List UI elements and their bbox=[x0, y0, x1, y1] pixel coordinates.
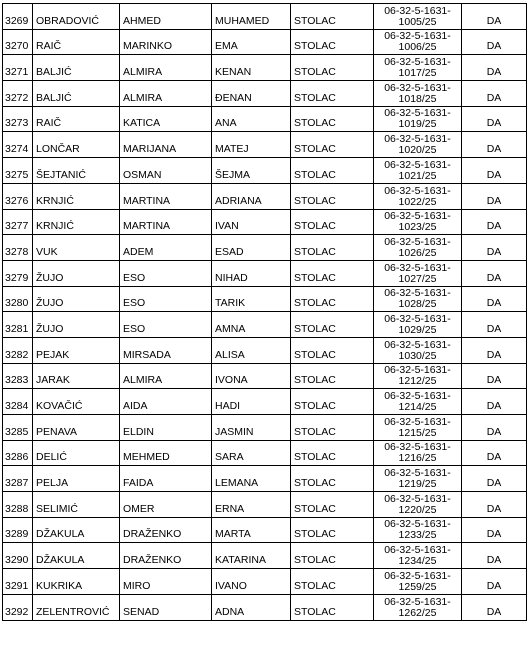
municipality-cell: STOLAC bbox=[291, 81, 374, 107]
parent-name-cell: ESO bbox=[120, 312, 212, 338]
table-row bbox=[3, 389, 527, 415]
municipality-cell: STOLAC bbox=[291, 389, 374, 415]
status-cell: DA bbox=[462, 312, 527, 338]
row-number-cell: 3271 bbox=[3, 55, 33, 81]
reference-number-line-1: 06-32-5-1631- bbox=[384, 261, 451, 274]
status-cell: DA bbox=[462, 55, 527, 81]
municipality-cell: STOLAC bbox=[291, 183, 374, 209]
first-name-cell: NIHAD bbox=[212, 260, 291, 286]
status-cell: DA bbox=[462, 106, 527, 132]
reference-number-line-1: 06-32-5-1631- bbox=[384, 81, 451, 94]
parent-name-cell: MARINKO bbox=[120, 29, 212, 55]
row-number-cell: 3286 bbox=[3, 440, 33, 466]
status-cell: DA bbox=[462, 466, 527, 492]
reference-number-line-2: 1220/25 bbox=[398, 503, 437, 516]
municipality-cell: STOLAC bbox=[291, 337, 374, 363]
municipality-cell: STOLAC bbox=[291, 569, 374, 595]
surname-cell: RAIČ bbox=[33, 29, 120, 55]
reference-number-cell bbox=[374, 81, 462, 107]
table-row bbox=[3, 440, 527, 466]
row-number-cell: 3272 bbox=[3, 81, 33, 107]
table-row bbox=[3, 415, 527, 441]
row-number-cell: 3282 bbox=[3, 337, 33, 363]
municipality-cell: STOLAC bbox=[291, 132, 374, 158]
first-name-cell: IVONA bbox=[212, 363, 291, 389]
reference-number-line-2: 1234/25 bbox=[398, 555, 437, 568]
status-cell: DA bbox=[462, 517, 527, 543]
reference-number-line-2: 1022/25 bbox=[398, 195, 437, 208]
reference-number-line-1: 06-32-5-1631- bbox=[384, 518, 451, 531]
first-name-cell: LEMANA bbox=[212, 466, 291, 492]
first-name-cell: MARTA bbox=[212, 517, 291, 543]
status-cell: DA bbox=[462, 81, 527, 107]
surname-cell: RAIČ bbox=[33, 106, 120, 132]
reference-number-cell bbox=[374, 517, 462, 543]
table-row bbox=[3, 183, 527, 209]
reference-number-line-2: 1216/25 bbox=[398, 452, 437, 465]
parent-name-cell: MARIJANA bbox=[120, 132, 212, 158]
first-name-cell: ANA bbox=[212, 106, 291, 132]
status-cell: DA bbox=[462, 594, 527, 620]
first-name-cell: MUHAMED bbox=[212, 4, 291, 30]
reference-number-line-2: 1023/25 bbox=[398, 221, 437, 234]
status-cell: DA bbox=[462, 440, 527, 466]
reference-number-line-1: 06-32-5-1631- bbox=[384, 30, 451, 43]
reference-number-line-1: 06-32-5-1631- bbox=[384, 133, 451, 146]
reference-number-cell bbox=[374, 132, 462, 158]
row-number-cell: 3279 bbox=[3, 260, 33, 286]
parent-name-cell: ALMIRA bbox=[120, 55, 212, 81]
surname-cell: DELIĆ bbox=[33, 440, 120, 466]
reference-number-line-1: 06-32-5-1631- bbox=[384, 4, 451, 17]
first-name-cell: HADI bbox=[212, 389, 291, 415]
row-number-cell: 3269 bbox=[3, 4, 33, 30]
first-name-cell: ŠEJMA bbox=[212, 158, 291, 184]
municipality-cell: STOLAC bbox=[291, 312, 374, 338]
reference-number-cell bbox=[374, 389, 462, 415]
reference-number-line-1: 06-32-5-1631- bbox=[384, 287, 451, 300]
reference-number-cell bbox=[374, 312, 462, 338]
reference-number-line-2: 1212/25 bbox=[398, 375, 437, 388]
first-name-cell: IVAN bbox=[212, 209, 291, 235]
reference-number-cell bbox=[374, 286, 462, 312]
table-row bbox=[3, 81, 527, 107]
municipality-cell: STOLAC bbox=[291, 55, 374, 81]
reference-number-line-2: 1006/25 bbox=[398, 41, 437, 54]
reference-number-line-1: 06-32-5-1631- bbox=[384, 210, 451, 223]
reference-number-cell bbox=[374, 569, 462, 595]
reference-number-line-1: 06-32-5-1631- bbox=[384, 184, 451, 197]
reference-number-line-2: 1019/25 bbox=[398, 118, 437, 131]
surname-cell: DŽAKULA bbox=[33, 543, 120, 569]
reference-number-line-2: 1219/25 bbox=[398, 478, 437, 491]
municipality-cell: STOLAC bbox=[291, 363, 374, 389]
surname-cell: KRNJIĆ bbox=[33, 209, 120, 235]
first-name-cell: TARIK bbox=[212, 286, 291, 312]
table-row bbox=[3, 569, 527, 595]
table-row bbox=[3, 363, 527, 389]
first-name-cell: MATEJ bbox=[212, 132, 291, 158]
reference-number-cell bbox=[374, 4, 462, 30]
surname-cell: SELIMIĆ bbox=[33, 492, 120, 518]
parent-name-cell: FAIDA bbox=[120, 466, 212, 492]
row-number-cell: 3270 bbox=[3, 29, 33, 55]
status-cell: DA bbox=[462, 183, 527, 209]
reference-number-line-2: 1233/25 bbox=[398, 529, 437, 542]
parent-name-cell: ESO bbox=[120, 260, 212, 286]
table-row bbox=[3, 55, 527, 81]
parent-name-cell: MARTINA bbox=[120, 209, 212, 235]
municipality-cell: STOLAC bbox=[291, 29, 374, 55]
status-cell: DA bbox=[462, 286, 527, 312]
parent-name-cell: MEHMED bbox=[120, 440, 212, 466]
row-number-cell: 3274 bbox=[3, 132, 33, 158]
surname-cell: PEJAK bbox=[33, 337, 120, 363]
surname-cell: KUKRIKA bbox=[33, 569, 120, 595]
first-name-cell: JASMIN bbox=[212, 415, 291, 441]
table-row bbox=[3, 106, 527, 132]
reference-number-cell bbox=[374, 594, 462, 620]
table-row bbox=[3, 132, 527, 158]
municipality-cell: STOLAC bbox=[291, 594, 374, 620]
first-name-cell: ADNA bbox=[212, 594, 291, 620]
reference-number-line-1: 06-32-5-1631- bbox=[384, 312, 451, 325]
surname-cell: BALJIĆ bbox=[33, 55, 120, 81]
row-number-cell: 3289 bbox=[3, 517, 33, 543]
reference-number-line-2: 1214/25 bbox=[398, 401, 437, 413]
reference-number-cell bbox=[374, 209, 462, 235]
parent-name-cell: MIRSADA bbox=[120, 337, 212, 363]
reference-number-cell bbox=[374, 55, 462, 81]
reference-number-cell bbox=[374, 466, 462, 492]
status-cell: DA bbox=[462, 132, 527, 158]
first-name-cell: ĐENAN bbox=[212, 81, 291, 107]
row-number-cell: 3283 bbox=[3, 363, 33, 389]
row-number-cell: 3292 bbox=[3, 594, 33, 620]
parent-name-cell: MIRO bbox=[120, 569, 212, 595]
reference-number-line-2: 1029/25 bbox=[398, 323, 437, 336]
municipality-cell: STOLAC bbox=[291, 492, 374, 518]
table-row bbox=[3, 260, 527, 286]
reference-number-line-1: 06-32-5-1631- bbox=[384, 441, 451, 454]
municipality-cell: STOLAC bbox=[291, 517, 374, 543]
first-name-cell: ADRIANA bbox=[212, 183, 291, 209]
row-number-cell: 3288 bbox=[3, 492, 33, 518]
reference-number-cell bbox=[374, 106, 462, 132]
first-name-cell: ESAD bbox=[212, 235, 291, 261]
table-row bbox=[3, 492, 527, 518]
table-row bbox=[3, 594, 527, 620]
status-cell: DA bbox=[462, 415, 527, 441]
first-name-cell: ALISA bbox=[212, 337, 291, 363]
surname-cell: ŽUJO bbox=[33, 286, 120, 312]
table-row bbox=[3, 29, 527, 55]
municipality-cell: STOLAC bbox=[291, 260, 374, 286]
reference-number-line-2: 1005/25 bbox=[398, 15, 437, 28]
reference-number-line-2: 1028/25 bbox=[398, 298, 437, 311]
surname-cell: KOVAČIĆ bbox=[33, 389, 120, 415]
surname-cell: PELJA bbox=[33, 466, 120, 492]
status-cell: DA bbox=[462, 389, 527, 415]
row-number-cell: 3277 bbox=[3, 209, 33, 235]
table-row bbox=[3, 4, 527, 30]
row-number-cell: 3273 bbox=[3, 106, 33, 132]
municipality-cell: STOLAC bbox=[291, 209, 374, 235]
municipality-cell: STOLAC bbox=[291, 158, 374, 184]
surname-cell: KRNJIĆ bbox=[33, 183, 120, 209]
parent-name-cell: DRAŽENKO bbox=[120, 543, 212, 569]
municipality-cell: STOLAC bbox=[291, 106, 374, 132]
parent-name-cell: KATICA bbox=[120, 106, 212, 132]
reference-number-line-1: 06-32-5-1631- bbox=[384, 235, 451, 248]
municipality-cell: STOLAC bbox=[291, 235, 374, 261]
first-name-cell: KENAN bbox=[212, 55, 291, 81]
reference-number-cell bbox=[374, 29, 462, 55]
first-name-cell: KATARINA bbox=[212, 543, 291, 569]
municipality-cell: STOLAC bbox=[291, 440, 374, 466]
parent-name-cell: AHMED bbox=[120, 4, 212, 30]
surname-cell: VUK bbox=[33, 235, 120, 261]
reference-number-line-2: 1026/25 bbox=[398, 246, 437, 259]
status-cell: DA bbox=[462, 4, 527, 30]
reference-number-cell bbox=[374, 363, 462, 389]
reference-number-cell bbox=[374, 260, 462, 286]
surname-cell: ŽUJO bbox=[33, 312, 120, 338]
row-number-cell: 3290 bbox=[3, 543, 33, 569]
reference-number-line-1: 06-32-5-1631- bbox=[384, 56, 451, 69]
reference-number-line-1: 06-32-5-1631- bbox=[384, 158, 451, 171]
surname-cell: OBRADOVIĆ bbox=[33, 4, 120, 30]
municipality-cell: STOLAC bbox=[291, 466, 374, 492]
status-cell: DA bbox=[462, 235, 527, 261]
reference-number-line-1: 06-32-5-1631- bbox=[384, 492, 451, 505]
surname-cell: DŽAKULA bbox=[33, 517, 120, 543]
reference-number-line-2: 1262/25 bbox=[398, 606, 437, 619]
table-row bbox=[3, 235, 527, 261]
surname-cell: JARAK bbox=[33, 363, 120, 389]
reference-number-line-2: 1017/25 bbox=[398, 67, 437, 80]
row-number-cell: 3276 bbox=[3, 183, 33, 209]
municipality-cell: STOLAC bbox=[291, 286, 374, 312]
reference-number-line-2: 1030/25 bbox=[398, 349, 437, 362]
table-row bbox=[3, 337, 527, 363]
reference-number-cell bbox=[374, 337, 462, 363]
reference-number-line-2: 1027/25 bbox=[398, 272, 437, 285]
parent-name-cell: ADEM bbox=[120, 235, 212, 261]
parent-name-cell: DRAŽENKO bbox=[120, 517, 212, 543]
reference-number-line-1: 06-32-5-1631- bbox=[384, 390, 451, 402]
table-row bbox=[3, 312, 527, 338]
status-cell: DA bbox=[462, 209, 527, 235]
parent-name-cell: SENAD bbox=[120, 594, 212, 620]
parent-name-cell: OSMAN bbox=[120, 158, 212, 184]
first-name-cell: EMA bbox=[212, 29, 291, 55]
parent-name-cell: OMER bbox=[120, 492, 212, 518]
status-cell: DA bbox=[462, 158, 527, 184]
first-name-cell: ERNA bbox=[212, 492, 291, 518]
municipality-cell: STOLAC bbox=[291, 543, 374, 569]
reference-number-line-1: 06-32-5-1631- bbox=[384, 569, 451, 582]
table-row bbox=[3, 543, 527, 569]
row-number-cell: 3280 bbox=[3, 286, 33, 312]
reference-number-line-2: 1215/25 bbox=[398, 426, 437, 439]
table-row bbox=[3, 209, 527, 235]
records-table bbox=[2, 3, 527, 621]
status-cell: DA bbox=[462, 29, 527, 55]
reference-number-line-2: 1018/25 bbox=[398, 92, 437, 105]
parent-name-cell: ALMIRA bbox=[120, 363, 212, 389]
parent-name-cell: AIDA bbox=[120, 389, 212, 415]
surname-cell: ZELENTROVIĆ bbox=[33, 594, 120, 620]
row-number-cell: 3291 bbox=[3, 569, 33, 595]
surname-cell: ŽUJO bbox=[33, 260, 120, 286]
reference-number-cell bbox=[374, 235, 462, 261]
table-row bbox=[3, 466, 527, 492]
parent-name-cell: ESO bbox=[120, 286, 212, 312]
status-cell: DA bbox=[462, 492, 527, 518]
status-cell: DA bbox=[462, 260, 527, 286]
reference-number-line-1: 06-32-5-1631- bbox=[384, 544, 451, 557]
records-table-body bbox=[3, 4, 527, 621]
status-cell: DA bbox=[462, 337, 527, 363]
parent-name-cell: MARTINA bbox=[120, 183, 212, 209]
reference-number-line-2: 1259/25 bbox=[398, 580, 437, 593]
reference-number-line-1: 06-32-5-1631- bbox=[384, 595, 451, 608]
municipality-cell: STOLAC bbox=[291, 415, 374, 441]
status-cell: DA bbox=[462, 543, 527, 569]
reference-number-cell bbox=[374, 492, 462, 518]
reference-number-line-1: 06-32-5-1631- bbox=[384, 338, 451, 351]
row-number-cell: 3287 bbox=[3, 466, 33, 492]
table-row bbox=[3, 286, 527, 312]
surname-cell: PENAVA bbox=[33, 415, 120, 441]
first-name-cell: IVANO bbox=[212, 569, 291, 595]
reference-number-line-1: 06-32-5-1631- bbox=[384, 415, 451, 428]
table-row bbox=[3, 158, 527, 184]
first-name-cell: AMNA bbox=[212, 312, 291, 338]
row-number-cell: 3284 bbox=[3, 389, 33, 415]
reference-number-cell bbox=[374, 183, 462, 209]
surname-cell: ŠEJTANIĆ bbox=[33, 158, 120, 184]
row-number-cell: 3285 bbox=[3, 415, 33, 441]
parent-name-cell: ELDIN bbox=[120, 415, 212, 441]
reference-number-line-2: 1021/25 bbox=[398, 169, 437, 182]
table-row bbox=[3, 517, 527, 543]
row-number-cell: 3278 bbox=[3, 235, 33, 261]
surname-cell: LONČAR bbox=[33, 132, 120, 158]
reference-number-line-2: 1020/25 bbox=[398, 144, 437, 157]
reference-number-line-1: 06-32-5-1631- bbox=[384, 467, 451, 480]
status-cell: DA bbox=[462, 363, 527, 389]
reference-number-cell bbox=[374, 543, 462, 569]
reference-number-line-1: 06-32-5-1631- bbox=[384, 364, 451, 377]
status-cell: DA bbox=[462, 569, 527, 595]
reference-number-cell bbox=[374, 415, 462, 441]
document-page bbox=[2, 3, 526, 621]
reference-number-cell bbox=[374, 440, 462, 466]
row-number-cell: 3281 bbox=[3, 312, 33, 338]
parent-name-cell: ALMIRA bbox=[120, 81, 212, 107]
surname-cell: BALJIĆ bbox=[33, 81, 120, 107]
reference-number-cell bbox=[374, 158, 462, 184]
first-name-cell: SARA bbox=[212, 440, 291, 466]
municipality-cell: STOLAC bbox=[291, 4, 374, 30]
row-number-cell: 3275 bbox=[3, 158, 33, 184]
reference-number-line-1: 06-32-5-1631- bbox=[384, 107, 451, 120]
